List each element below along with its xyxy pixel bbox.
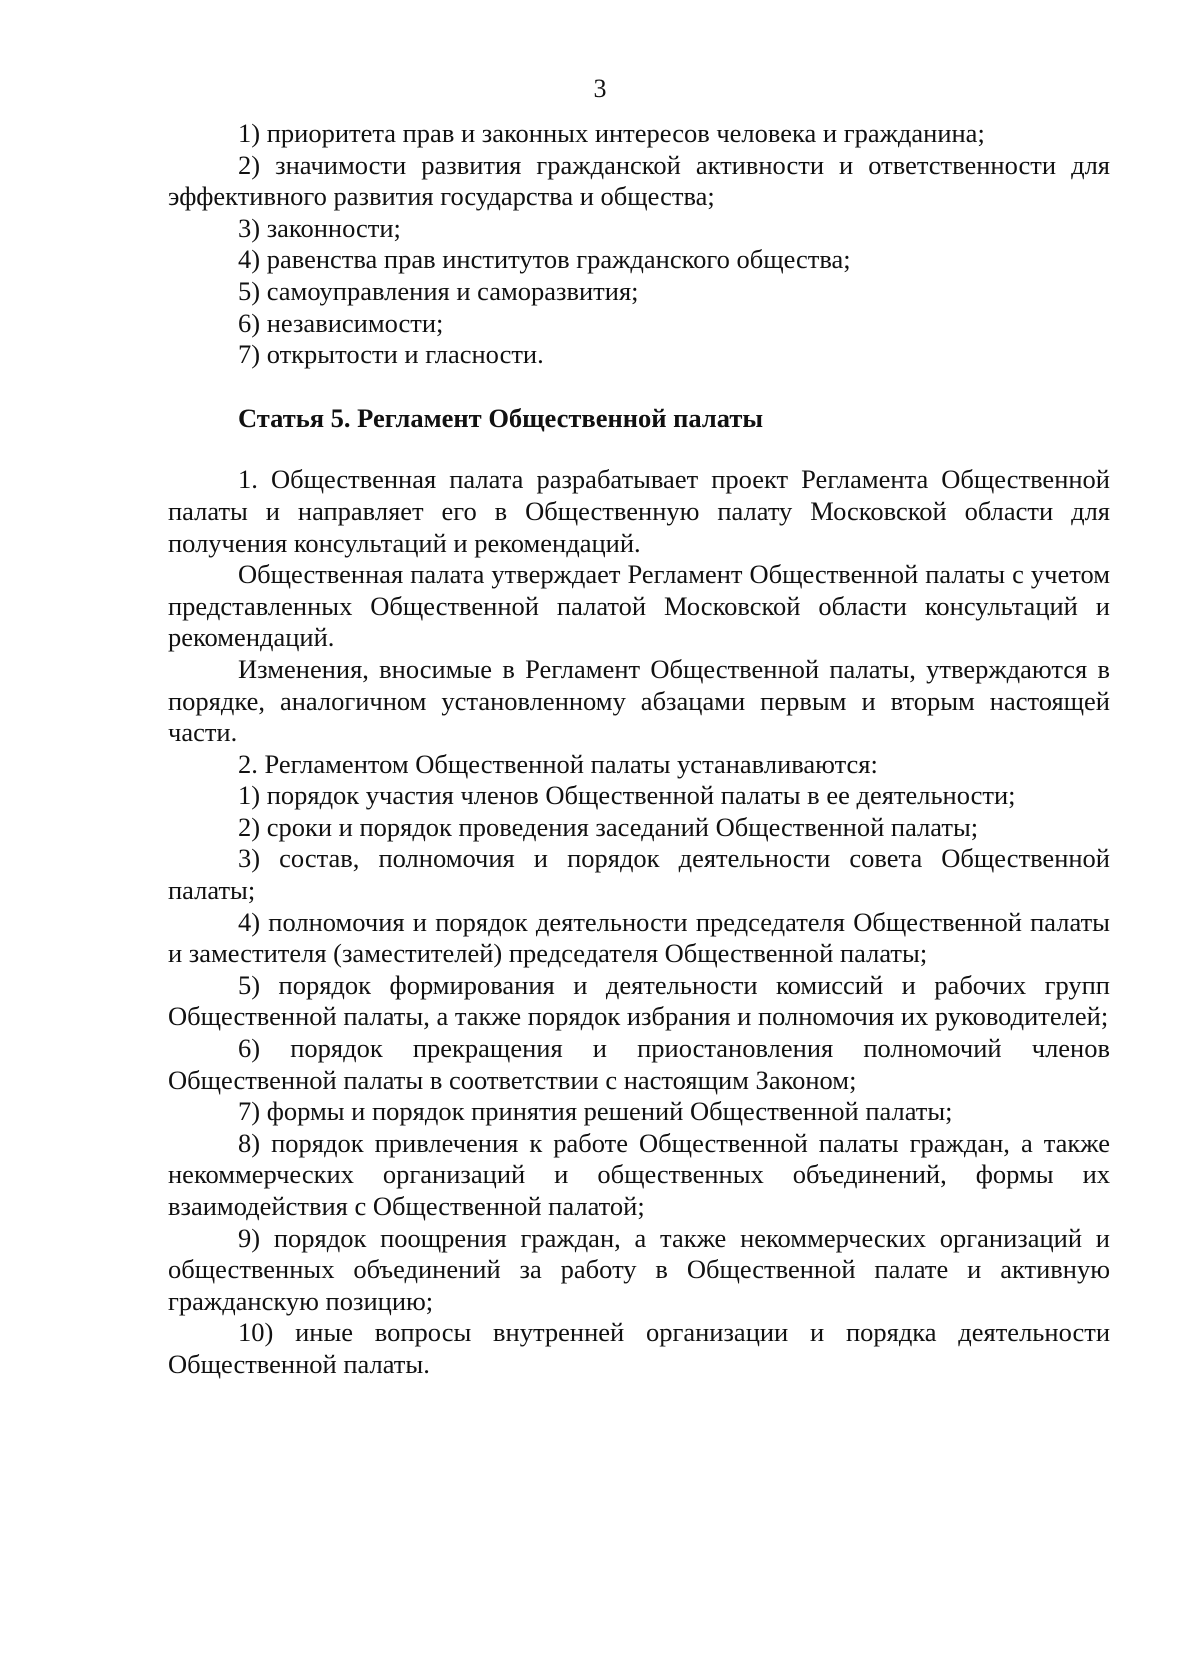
principle-item: 7) открытости и гласности.	[238, 339, 544, 370]
regulation-item: 4) полномочия и порядок деятельности председателя Общественной палаты и заместителя (заместителей) председателя Общественной палаты;	[168, 906, 1110, 969]
regulation-item: 2) сроки и порядок проведения заседаний Общественной палаты;	[238, 811, 979, 842]
page-number: 3	[593, 74, 607, 103]
regulation-item: 9) порядок поощрения граждан, а также некоммерческих организаций и общественных объединений за работу в Общественной палате и активную гражданскую позицию;	[168, 1222, 1110, 1316]
principle-item: 4) равенства прав институтов гражданского общества;	[238, 244, 851, 275]
principles-list	[168, 118, 1110, 371]
regulation-item: 7) формы и порядок принятия решений Общественной палаты;	[238, 1096, 953, 1127]
article-heading: Статья 5. Регламент Общественной палаты	[238, 402, 764, 433]
principle-item: 5) самоуправления и саморазвития;	[238, 275, 639, 306]
principle-item: 2) значимости развития гражданской активности и ответственности для эффективного развития государства и общества;	[168, 149, 1110, 212]
article-paragraph: Общественная палата утверждает Регламент Общественной палаты с учетом представленных Общественной палатой Московской области консультаций и рекомендаций.	[168, 559, 1110, 653]
article-part-2	[168, 749, 1110, 1381]
principle-item: 1) приоритета прав и законных интересов человека и гражданина;	[238, 118, 985, 148]
regulation-item: 10) иные вопросы внутренней организации и порядка деятельности Общественной палаты.	[168, 1317, 1110, 1379]
regulation-item: 6) порядок прекращения и приостановления полномочий членов Общественной палаты в соответствии с настоящим Законом;	[168, 1033, 1110, 1095]
principle-item: 3) законности;	[238, 212, 401, 243]
regulation-item: 5) порядок формирования и деятельности комиссий и рабочих групп Общественной палаты, а также порядок избрания и полномочия их руководителей;	[168, 969, 1110, 1032]
article-paragraph: Изменения, вносимые в Регламент Общественной палаты, утверждаются в порядке, аналогичном установленному абзацами первым и вторым настоящей части.	[168, 653, 1110, 748]
regulation-item: 8) порядок привлечения к работе Общественной палаты граждан, а также некоммерческих организаций и общественных объединений, формы их взаимодействия с Общественной палатой;	[168, 1127, 1110, 1221]
regulation-item: 3) состав, полномочия и порядок деятельности совета Общественной палаты;	[168, 843, 1110, 906]
principle-item: 6) независимости;	[238, 307, 444, 338]
document-body	[168, 118, 1110, 1381]
article-part-2-intro: 2. Регламентом Общественной палаты устанавливаются:	[238, 748, 878, 779]
regulation-item: 1) порядок участия членов Общественной палаты в ее деятельности;	[238, 780, 1016, 811]
article-paragraph: 1. Общественная палата разрабатывает проект Регламента Общественной палаты и направляет его в Общественную палату Московской области для получения консультаций и рекомендаций.	[168, 464, 1110, 558]
article-part-1	[168, 464, 1110, 748]
